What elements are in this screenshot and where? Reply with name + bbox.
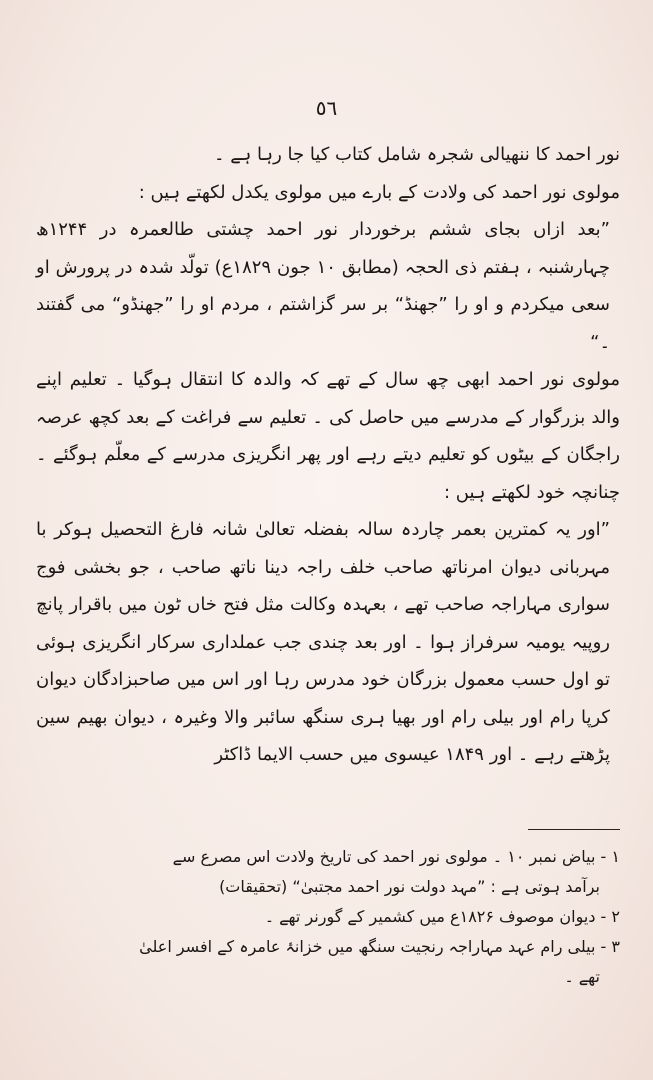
footnote-1: ۱ - بیاض نمبر ۱۰ ۔ مولوی نور احمد کی تاریخ ولادت اس مصرع سے xyxy=(172,847,620,866)
page-number: ٥٦ xyxy=(315,96,338,120)
main-text xyxy=(36,136,620,774)
paragraph: مولوی نور احمد ابھی چھ سال کے تھے کہ والدہ کا انتقال ہوگیا ۔ تعلیم اپنے والد بزرگوار کے مدرسے میں حاصل کی ۔ تعلیم سے فراغت کے بعد کچھ عرصہ راجگان کے بیٹوں کو تعلیم دیتے رہے اور پھر انگریزی مدرسے کے معلّم ہوگئے ۔ چنانچہ خود لکھتے ہیں : xyxy=(36,369,620,503)
footnote-2: ۲ - دیوان موصوف ۱۸۲۶ع میں کشمیر کے گورنر تھے ۔ xyxy=(264,907,620,926)
urdu-quote: ”اور یہ کمترین بعمر چاردہ سالہ بفضلہ تعالیٰ شانہ فارغ التحصیل ہوکر با مہربانی دیوان امرناتھ صاحب خلف راجہ دینا ناتھ صاحب ، جو بخشی فوج سواری مہاراجہ صاحب تھے ، بعہدہ وکالت مثل فتح خاں ٹون میں باقرار پانچ روپیہ یومیہ سرفراز ہوا ۔ اور بعد چندی جب عملداری سرکار انگریزی ہوئی تو اول حسب معمول بزرگان خود مدرس رہا اور اس میں صاحبزادگان دیوان کرپا رام اور بیلی رام اور بھیا ہری سنگھ سائبر والا وغیرہ ، دیوان بھیم سین پڑھتے رہے ۔ اور ۱۸۴۹ عیسوی میں حسب الایما ڈاکٹر xyxy=(36,519,610,765)
footnote-divider xyxy=(528,829,620,830)
footnote-1-continued: برآمد ہوتی ہے : ”مہد دولت نور احمد مجتبیٰ“ (تحقیقات) xyxy=(219,877,600,896)
persian-quote: ”بعد ازاں بجای ششم برخوردار نور احمد چشتی طالعمرہ در ۱۲۴۴ھ چہارشنبہ ، ہفتم ذی الحجہ (مطابق ۱۰ جون ۱۸۲۹ع) تولّد شدہ در پرورش او سعی میکردم و او را ”جھنڈ“ بر سر گزاشتم ، مردم او را ”جھنڈو“ می گفتند ۔“ xyxy=(36,219,610,353)
paragraph: نور احمد کا ننھیالی شجرہ شامل کتاب کیا جا رہا ہے ۔ xyxy=(213,144,620,165)
footnote-3: ۳ - بیلی رام عہد مہاراجہ رنجیت سنگھ میں خزانۂ عامرہ کے افسر اعلیٰ xyxy=(139,937,620,956)
paragraph: مولوی نور احمد کی ولادت کے بارے میں مولوی یکدل لکھتے ہیں : xyxy=(138,181,620,203)
footnote-3-continued: تھے ۔ xyxy=(564,967,600,986)
footnotes xyxy=(36,842,620,992)
